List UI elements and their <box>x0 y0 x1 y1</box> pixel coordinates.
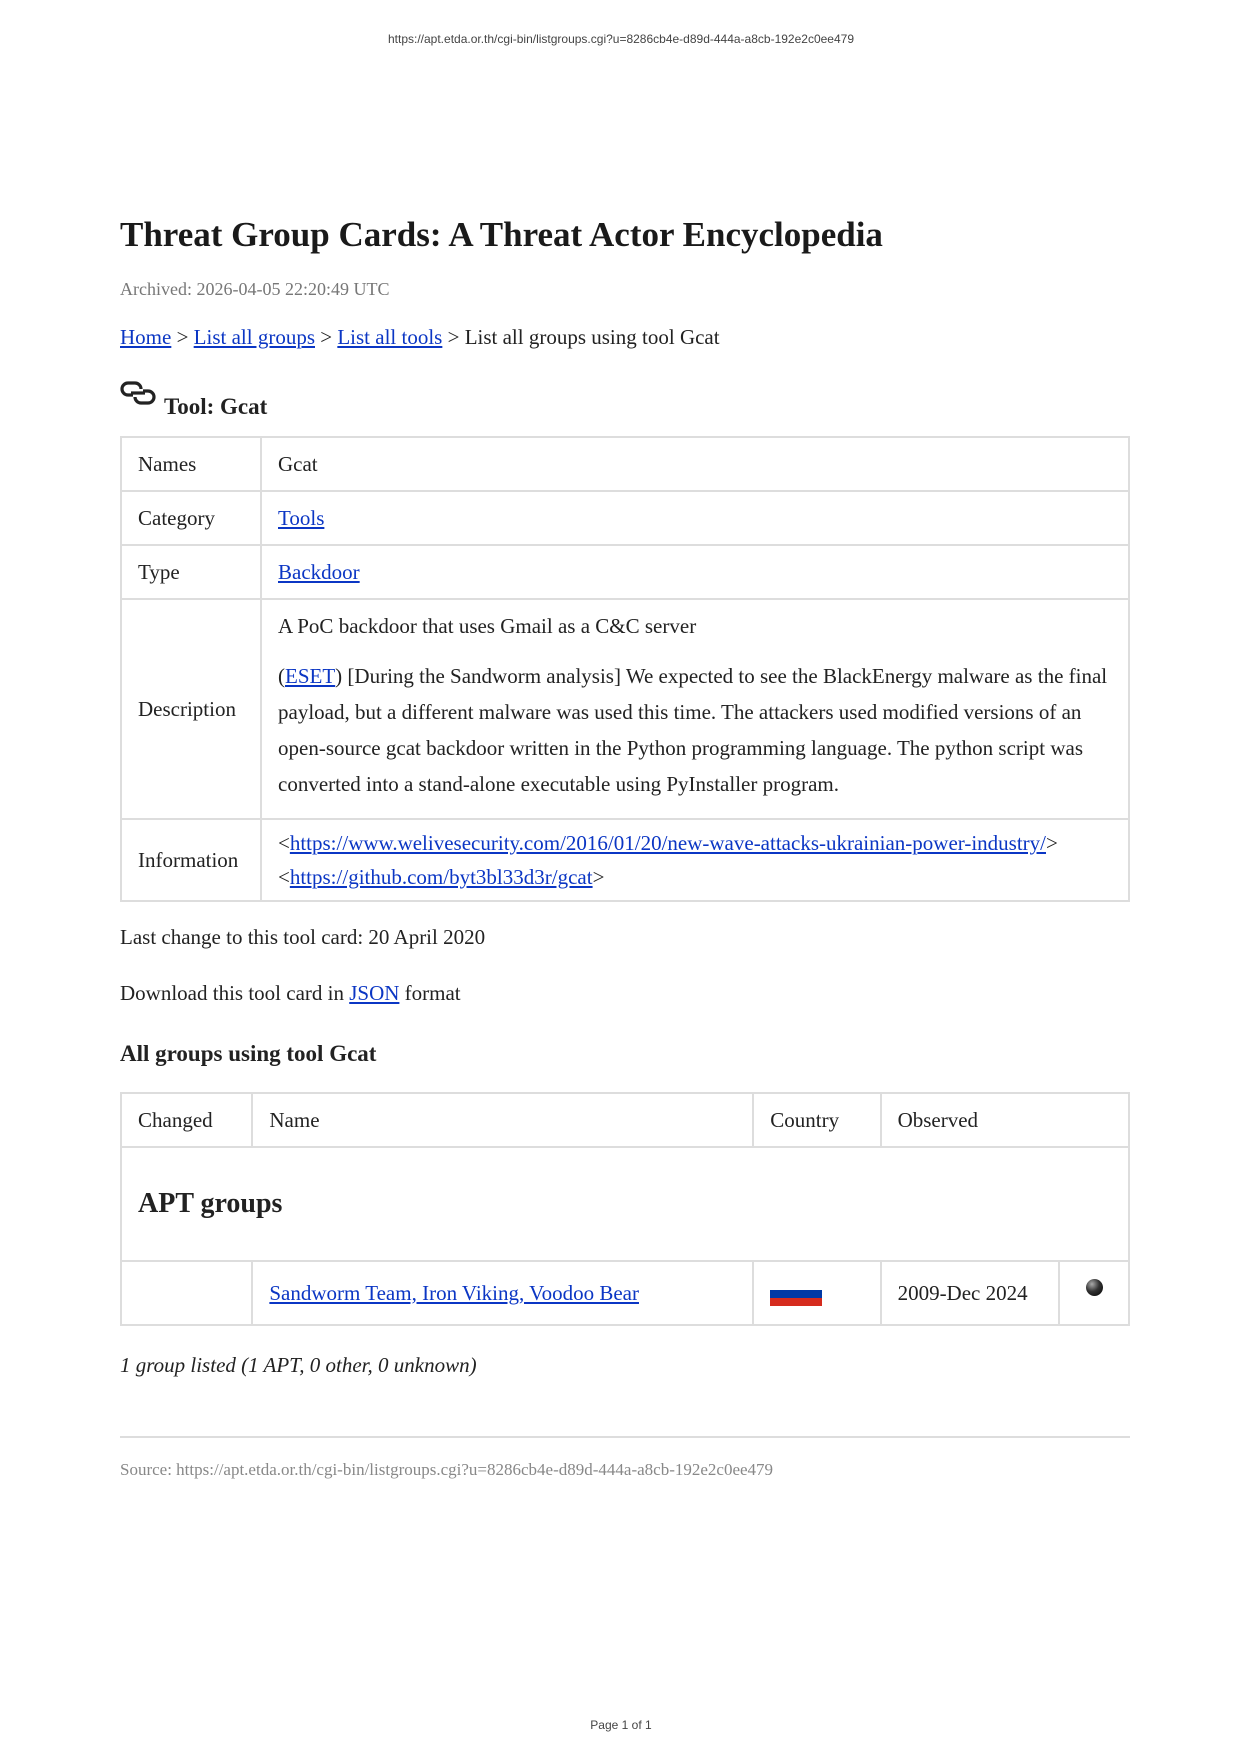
category-cell <box>261 491 1129 545</box>
tool-details-table <box>120 436 1130 902</box>
information-item <box>278 826 1112 860</box>
section-row <box>121 1147 1129 1261</box>
description-text: ) [During the Sandworm analysis] We expected to see the BlackEnergy malware as the final payload, but a different malware was used this time. The attackers used modified versions of an open-source gcat backdoor written in the Python programming language. The python script was converted into a stand-alone executable using PyInstaller program. <box>278 664 1108 796</box>
table-row <box>121 545 1129 599</box>
groups-summary: 1 group listed (1 APT, 0 other, 0 unknown) <box>120 1353 477 1377</box>
col-name: Name <box>252 1093 753 1147</box>
table-row <box>121 599 1129 819</box>
names-label: Names <box>121 437 261 491</box>
page-number: Page 1 of 1 <box>590 1718 652 1732</box>
angle-open: < <box>278 865 290 889</box>
table-row <box>121 1261 1129 1325</box>
page-title: Threat Group Cards: A Threat Actor Encyclopedia <box>120 215 883 254</box>
type-label: Type <box>121 545 261 599</box>
breadcrumb-separator: > <box>447 325 460 349</box>
flag-stripe <box>770 1282 822 1290</box>
russia-flag-icon <box>770 1282 822 1306</box>
description-cell <box>261 599 1129 819</box>
breadcrumb-separator: > <box>320 325 333 349</box>
github-gcat-link[interactable]: https://github.com/byt3bl33d3r/gcat <box>289 865 593 889</box>
col-changed: Changed <box>121 1093 252 1147</box>
angle-close: > <box>1046 831 1058 855</box>
type-link[interactable]: Backdoor <box>278 559 360 584</box>
table-row <box>121 491 1129 545</box>
changed-cell <box>121 1261 252 1325</box>
download-line <box>120 978 1130 1008</box>
print-header-url: https://apt.etda.or.th/cgi-bin/listgroups.cgi?u=8286cb4e-d89d-444a-a8cb-192e2c0ee479 <box>387 32 854 46</box>
name-cell <box>252 1261 753 1325</box>
table-header-row <box>121 1093 1129 1147</box>
eset-source-link[interactable]: ESET <box>285 664 336 688</box>
json-download-link[interactable]: JSON <box>349 981 400 1005</box>
archived-timestamp: Archived: 2026-04-05 22:20:49 UTC <box>120 279 390 299</box>
breadcrumb-list-tools-link[interactable]: List all tools <box>337 325 443 349</box>
description-summary: A PoC backdoor that uses Gmail as a C&C server <box>278 614 697 638</box>
col-observed: Observed <box>881 1093 1129 1147</box>
welivesecurity-link[interactable]: https://www.welivesecurity.com/2016/01/20/new-wave-attacks-ukrainian-power-industry/ <box>289 831 1046 855</box>
page-content <box>120 212 1130 1480</box>
groups-heading: All groups using tool Gcat <box>120 1041 377 1066</box>
breadcrumb-home-link[interactable]: Home <box>120 325 172 349</box>
download-suffix: format <box>399 981 461 1005</box>
table-row <box>121 437 1129 491</box>
link-icon <box>120 380 156 406</box>
category-link[interactable]: Tools <box>278 505 325 530</box>
tool-heading-text: Tool: Gcat <box>164 394 268 419</box>
apt-groups-title: APT groups <box>138 1188 283 1219</box>
paren-text: ( <box>278 664 285 688</box>
description-body <box>278 658 1112 802</box>
tool-heading <box>120 380 1130 420</box>
group-name-link[interactable]: Sandworm Team, Iron Viking, Voodoo Bear <box>269 1280 639 1305</box>
col-country: Country <box>753 1093 880 1147</box>
breadcrumb-list-groups-link[interactable]: List all groups <box>193 325 315 349</box>
black-ball-icon <box>1086 1279 1103 1296</box>
table-row <box>121 819 1129 901</box>
angle-open: < <box>278 831 290 855</box>
information-cell <box>261 819 1129 901</box>
flag-stripe <box>770 1298 822 1306</box>
breadcrumb-separator: > <box>176 325 189 349</box>
last-change-text: Last change to this tool card: 20 April 2020 <box>120 925 486 949</box>
breadcrumb <box>120 322 1130 352</box>
names-value: Gcat <box>261 437 1129 491</box>
download-prefix: Download this tool card in <box>120 981 350 1005</box>
category-label: Category <box>121 491 261 545</box>
groups-table <box>120 1092 1130 1326</box>
country-cell <box>753 1261 880 1325</box>
information-label: Information <box>121 819 261 901</box>
description-label: Description <box>121 599 261 819</box>
type-cell <box>261 545 1129 599</box>
observed-cell: 2009-Dec 2024 <box>881 1261 1060 1325</box>
breadcrumb-current: List all groups using tool Gcat <box>464 325 720 349</box>
angle-close: > <box>592 865 605 889</box>
flag-stripe <box>770 1290 822 1298</box>
divider <box>120 1436 1130 1438</box>
section-cell <box>121 1147 1129 1261</box>
source-line: Source: https://apt.etda.or.th/cgi-bin/listgroups.cgi?u=8286cb4e-d89d-444a-a8cb-192e2c0ee479 <box>120 1460 774 1479</box>
status-cell <box>1059 1261 1129 1325</box>
information-item <box>278 860 1112 894</box>
